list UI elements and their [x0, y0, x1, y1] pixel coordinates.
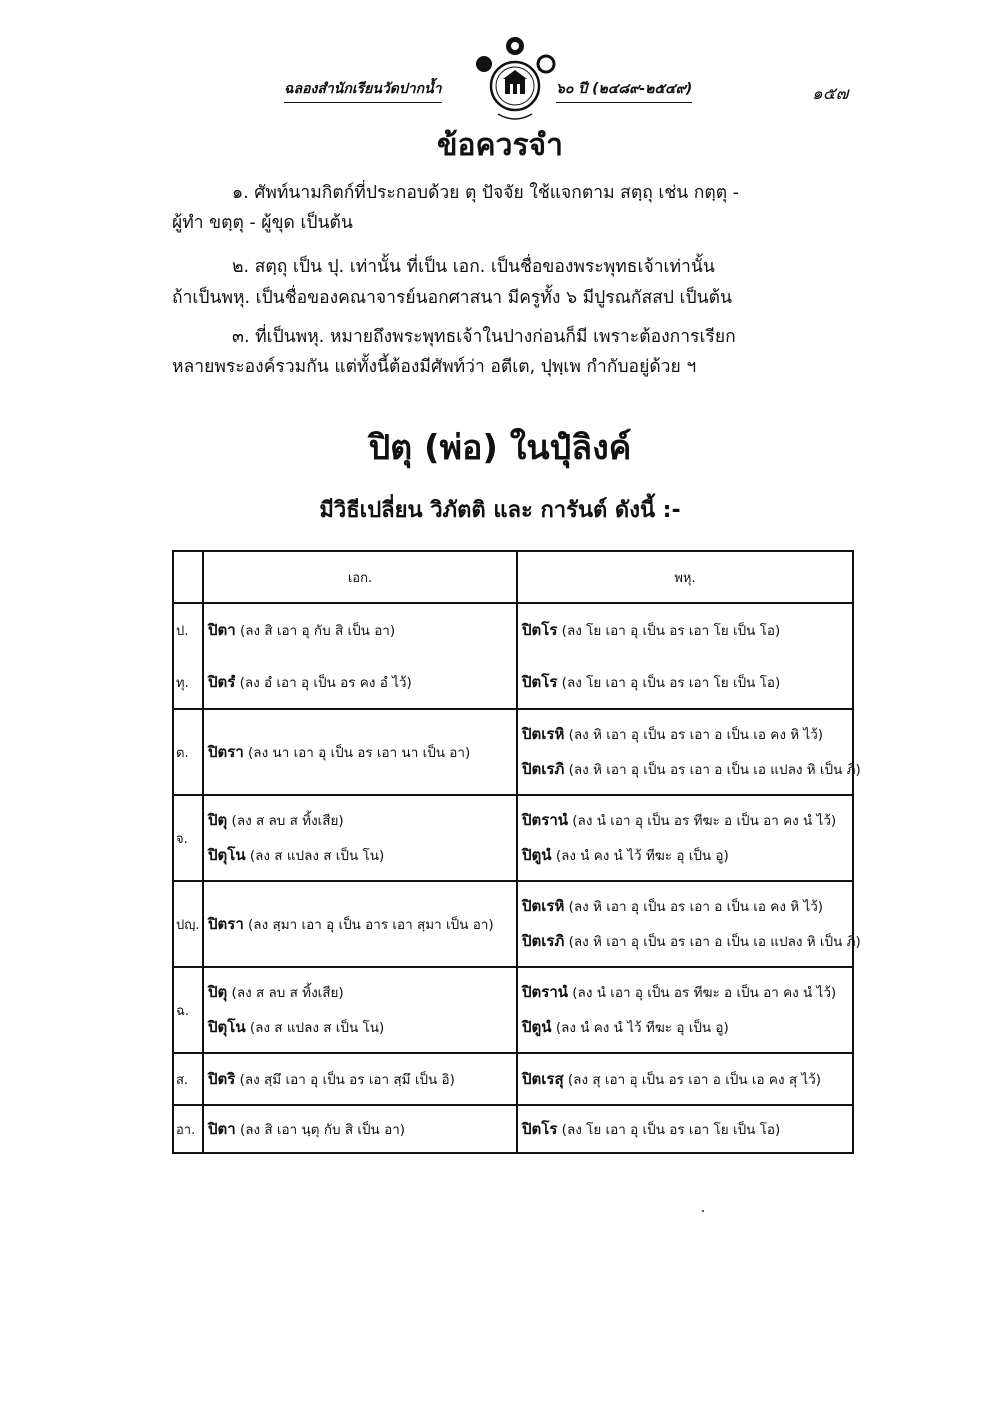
form-line [522, 665, 848, 700]
header-left-text: ฉลองสำนักเรียนวัดปากน้ำ [284, 78, 442, 103]
table-row [173, 709, 853, 795]
inflected-form: ปิตเรหิ [522, 897, 565, 915]
inflected-form: ปิตเรภิ [522, 932, 565, 950]
form-line [208, 907, 512, 942]
inflected-form: ปิตรา [208, 914, 244, 933]
inflected-form: ปิตโร [522, 1119, 558, 1138]
inflected-form: ปิตเรหิ [522, 725, 565, 743]
form-explanation: (ลง สุ เอา อุ เป็น อร เอา อ เป็น เอ คง สุ ไว้) [563, 1071, 821, 1088]
case-label: ส. [173, 1053, 203, 1105]
table-row [173, 603, 853, 656]
form-line [522, 613, 848, 648]
form-line [522, 838, 848, 873]
inflected-form: ปิตโร [522, 620, 558, 639]
form-explanation: (ลง นํ คง นํ ไว้ ทีฆะ อุ เป็น อู) [551, 1020, 729, 1036]
form-explanation: (ลง หิ เอา อุ เป็น อร เอา อ เป็น เอ คง หิ ไว้) [564, 899, 824, 915]
note-1-line-1: ๑. ศัพท์นามกิตก์ที่ประกอบด้วย ตุ ปัจจัย ใช้แจกตาม สตฺถุ เช่น กตฺตุ - [232, 183, 739, 203]
form-explanation: (ลง โย เอา อุ เป็น อร เอา โย เป็น โอ) [557, 674, 781, 691]
inflected-form: ปิตา [208, 620, 236, 639]
header-plural: พหุ. [517, 551, 853, 603]
header-singular: เอก. [203, 551, 517, 603]
singular-cell [203, 1105, 517, 1153]
form-line [522, 1112, 848, 1147]
notes-heading: ข้อควรจำ [437, 128, 563, 163]
plural-cell [517, 656, 853, 709]
inflected-form: ปิตา [208, 1119, 236, 1138]
form-explanation: (ลง ส ลบ ส ทิ้งเสีย) [227, 813, 344, 829]
form-line [522, 975, 848, 1010]
singular-cell [203, 881, 517, 967]
form-line [208, 1062, 512, 1097]
form-line [522, 1010, 848, 1045]
inflected-form: ปิตโร [522, 672, 558, 691]
form-line [522, 1062, 848, 1097]
table-row [173, 967, 853, 1053]
form-explanation: (ลง โย เอา อุ เป็น อร เอา โย เป็น โอ) [557, 1121, 781, 1138]
table-row [173, 881, 853, 967]
form-line [208, 735, 512, 770]
form-explanation: (ลง นํ คง นํ ไว้ ทีฆะ อุ เป็น อู) [551, 848, 729, 864]
header-corner-cell [173, 551, 203, 603]
note-2-line-1: ๒. สตฺถุ เป็น ปุ. เท่านั้น ที่เป็น เอก. เป็นชื่อของพระพุทธเจ้าเท่านั้น [232, 257, 715, 277]
note-3-line-2: หลายพระองค์รวมกัน แต่ทั้งนี้ต้องมีศัพท์ว่า อตีเต, ปุพฺเพ กำกับอยู่ด้วย ฯ [172, 357, 697, 377]
table-header-row [173, 551, 853, 603]
inflected-form: ปิตรา [208, 742, 244, 761]
form-line [522, 889, 848, 924]
table-row [173, 795, 853, 881]
singular-cell [203, 709, 517, 795]
form-line [208, 1010, 512, 1045]
form-explanation: (ลง ส แปลง ส เป็น โน) [245, 1020, 385, 1036]
header-anniversary-text: ๖๐ ปี (๒๔๘๙-๒๕๔๙) [556, 78, 692, 103]
case-label: อา. [173, 1105, 203, 1153]
form-line [208, 803, 512, 838]
inflected-form: ปิตรํ [208, 672, 236, 691]
form-line [208, 613, 512, 648]
inflected-form: ปิตูนํ [522, 1018, 552, 1036]
form-explanation: (ลง อํ เอา อุ เป็น อร คง อํ ไว้) [235, 674, 412, 691]
form-explanation: (ลง ส ลบ ส ทิ้งเสีย) [227, 985, 344, 1001]
singular-cell [203, 967, 517, 1053]
inflected-form: ปิตุโน [208, 846, 246, 864]
table-row [173, 656, 853, 709]
inflected-form: ปิตุ [208, 811, 228, 829]
inflected-form: ปิตุโน [208, 1018, 246, 1036]
plural-cell [517, 1105, 853, 1153]
form-line [522, 924, 861, 959]
inflected-form: ปิตูนํ [522, 846, 552, 864]
plural-cell [517, 795, 853, 881]
form-line [208, 665, 512, 700]
plural-cell [517, 709, 861, 795]
form-explanation: (ลง สิ เอา อุ กับ สิ เป็น อา) [235, 622, 396, 639]
form-line [208, 975, 512, 1010]
page-number: ๑๕๗ [812, 84, 849, 104]
inflected-form: ปิตเรสุ [522, 1069, 564, 1088]
section-subtitle: มีวิธีเปลี่ยน วิภัตติ และ การันต์ ดังนี้ :- [319, 498, 681, 523]
inflected-form: ปิตเรภิ [522, 760, 565, 778]
note-2-line-2: ถ้าเป็นพหุ. เป็นชื่อของคณาจารย์นอกศาสนา มีครูทั้ง ๖ มีปูรณกัสสป เป็นต้น [172, 288, 732, 308]
declension-table [172, 550, 861, 1154]
temple-seal-logo [470, 34, 560, 124]
form-explanation: (ลง นํ เอา อุ เป็น อร ทีฆะ อ เป็น อา คง นํ ไว้) [568, 813, 837, 829]
form-explanation: (ลง หิ เอา อุ เป็น อร เอา อ เป็น เอ แปลง หิ เป็น ภิ) [564, 934, 861, 950]
inflected-form: ปิตรานํ [522, 983, 568, 1001]
table-row [173, 1105, 853, 1153]
form-explanation: (ลง สฺมา เอา อุ เป็น อาร เอา สฺมา เป็น อา) [243, 916, 494, 933]
form-explanation: (ลง สิ เอา นฺตุ กับ สิ เป็น อา) [235, 1121, 406, 1138]
plural-cell [517, 603, 853, 656]
case-label: จ. [173, 795, 203, 881]
stray-mark [702, 1210, 704, 1212]
section-title: ปิตุ (พ่อ) ในปุํลิงค์ [368, 428, 632, 468]
form-explanation: (ลง หิ เอา อุ เป็น อร เอา อ เป็น เอ คง หิ ไว้) [564, 727, 824, 743]
singular-cell [203, 603, 517, 656]
form-line [522, 717, 848, 752]
table-row [173, 1053, 853, 1105]
plural-cell [517, 881, 861, 967]
form-line [208, 838, 512, 873]
inflected-form: ปิตรานํ [522, 811, 568, 829]
inflected-form: ปิตุ [208, 983, 228, 1001]
form-explanation: (ลง นํ เอา อุ เป็น อร ทีฆะ อ เป็น อา คง นํ ไว้) [568, 985, 837, 1001]
plural-cell [517, 1053, 853, 1105]
case-label: ปญฺ. [173, 881, 203, 967]
form-explanation: (ลง สฺมึ เอา อุ เป็น อร เอา สฺมึ เป็น อิ) [235, 1071, 455, 1088]
case-label: ป. [173, 603, 203, 656]
singular-cell [203, 656, 517, 709]
form-explanation: (ลง นา เอา อุ เป็น อร เอา นา เป็น อา) [243, 744, 471, 761]
inflected-form: ปิตริ [208, 1069, 236, 1088]
singular-cell [203, 1053, 517, 1105]
case-label: ต. [173, 709, 203, 795]
case-label: ฉ. [173, 967, 203, 1053]
note-3-line-1: ๓. ที่เป็นพหุ. หมายถึงพระพุทธเจ้าในปางก่อนก็มี เพราะต้องการเรียก [232, 327, 736, 347]
form-line [522, 803, 848, 838]
note-1-line-2: ผู้ทำ ขตฺตุ - ผู้ขุด เป็นต้น [172, 213, 353, 233]
singular-cell [203, 795, 517, 881]
form-line [208, 1112, 512, 1147]
plural-cell [517, 967, 853, 1053]
case-label: ทุ. [173, 656, 203, 709]
form-explanation: (ลง โย เอา อุ เป็น อร เอา โย เป็น โอ) [557, 622, 781, 639]
form-explanation: (ลง ส แปลง ส เป็น โน) [245, 848, 385, 864]
form-line [522, 752, 861, 787]
form-explanation: (ลง หิ เอา อุ เป็น อร เอา อ เป็น เอ แปลง หิ เป็น ภิ) [564, 762, 861, 778]
